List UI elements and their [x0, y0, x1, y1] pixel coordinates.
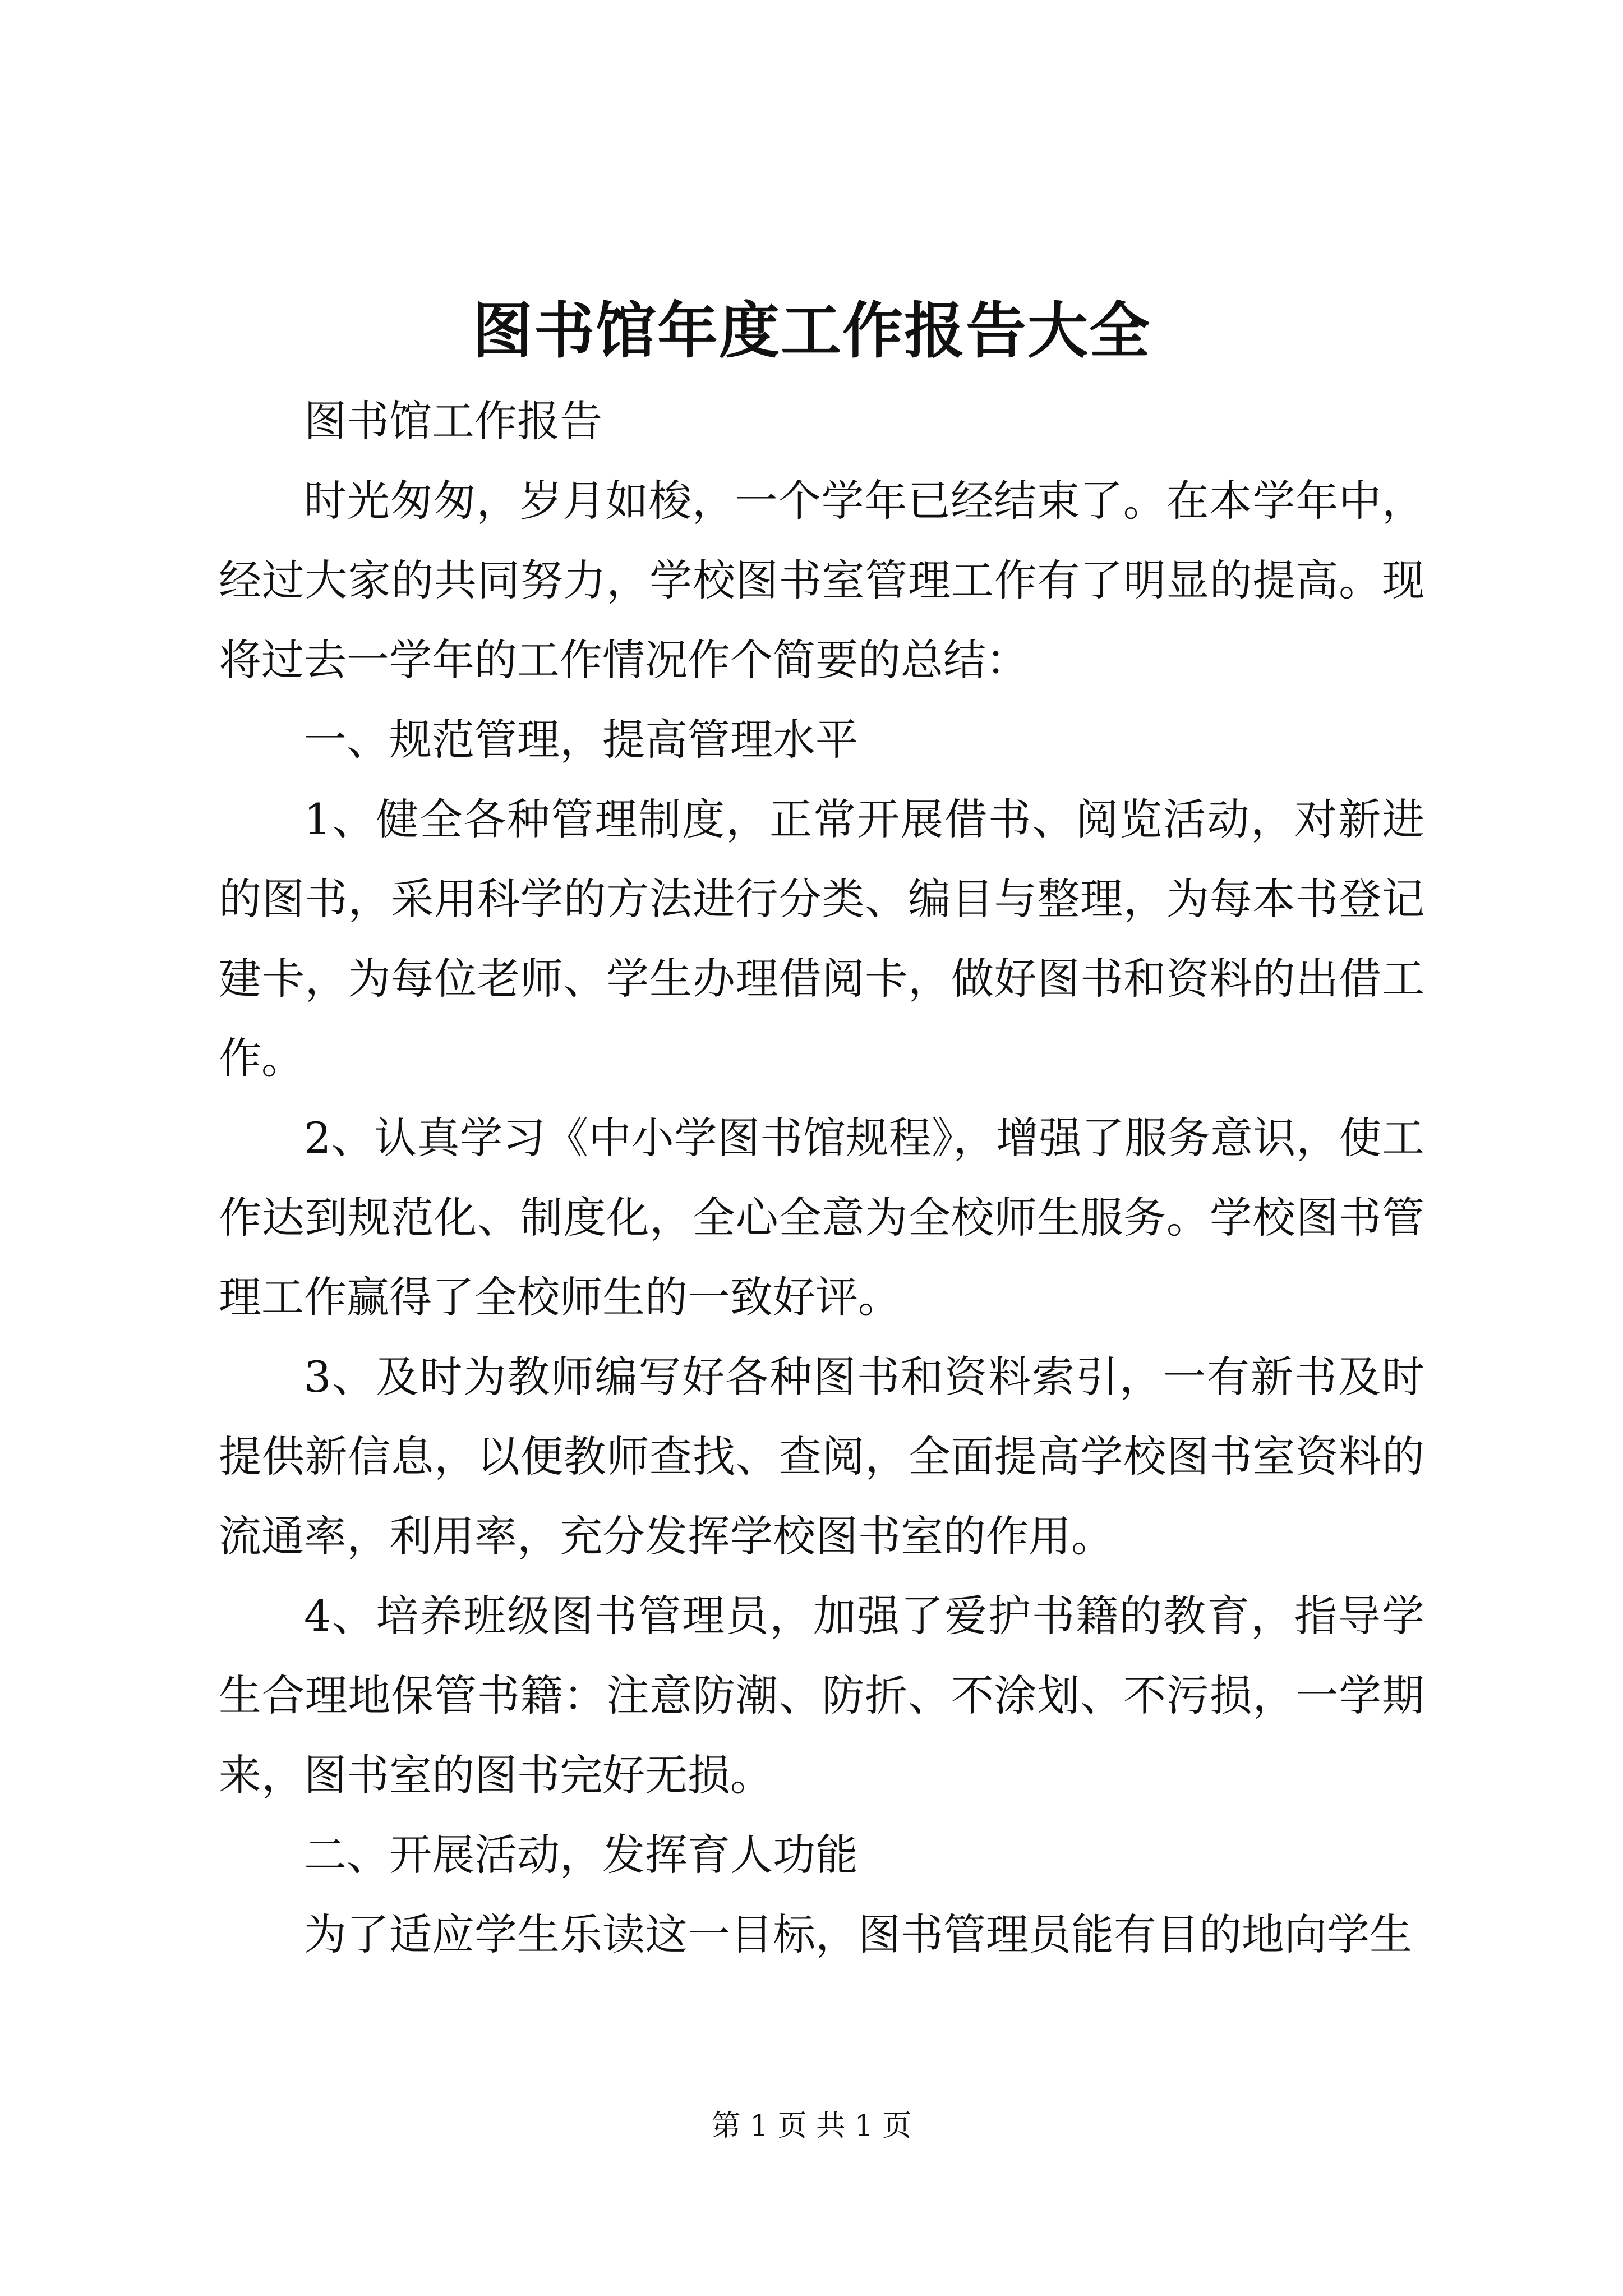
- paragraph-item-2: 2、认真学习《中小学图书馆规程》，增强了服务意识，使工作达到规范化、制度化，全心全意为全校师生服务。学校图书管理工作赢得了全校师生的一致好评。: [219, 1113, 1424, 1322]
- document-title: 图书馆年度工作报告大全: [472, 296, 1151, 366]
- paragraph-item-3: 3、及时为教师编写好各种图书和资料索引，一有新书及时提供新信息，以便教师查找、查阅，全面提高学校图书室资料的流通率，利用率，充分发挥学校图书室的作用。: [219, 1352, 1424, 1561]
- page-footer: 第 1 页 共 1 页: [711, 2109, 912, 2143]
- document-body: [219, 381, 1424, 1975]
- section-heading-2: 二、开展活动，发挥育人功能: [304, 1830, 858, 1880]
- section-heading-1: 一、规范管理，提高管理水平: [304, 715, 858, 765]
- paragraph-subtitle: 图书馆工作报告: [304, 396, 602, 446]
- paragraph-intro: 时光匆匆，岁月如梭，一个学年已经结束了。在本学年中，经过大家的共同努力，学校图书室管理工作有了明显的提高。现将过去一学年的工作情况作个简要的总结：: [219, 476, 1424, 685]
- paragraph-item-1: 1、健全各种管理制度，正常开展借书、阅览活动，对新进的图书，采用科学的方法进行分类、编目与整理，为每本书登记建卡，为每位老师、学生办理借阅卡，做好图书和资料的出借工作。: [219, 794, 1424, 1083]
- paragraph-item-4: 4、培养班级图书管理员，加强了爱护书籍的教育，指导学生合理地保管书籍：注意防潮、防折、不涂划、不污损，一学期来，图书室的图书完好无损。: [219, 1591, 1424, 1800]
- paragraph-section-2: 为了适应学生乐读这一目标，图书管理员能有目的地向学生: [304, 1910, 1412, 1959]
